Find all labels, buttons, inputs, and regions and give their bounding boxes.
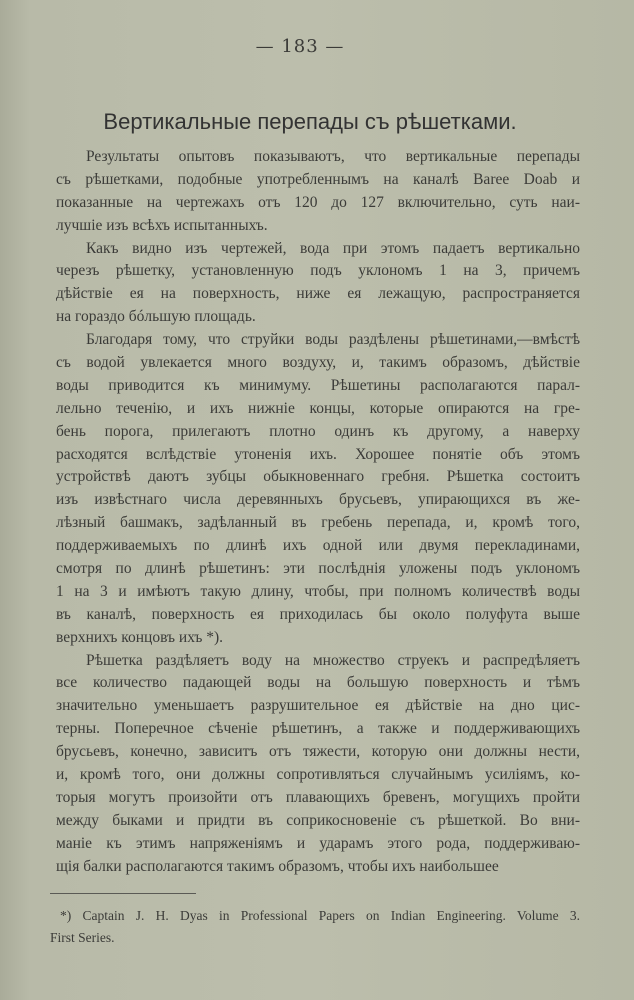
text-line: Рѣшетка раздѣляетъ воду на множество струекъ и распредѣляетъ bbox=[86, 651, 580, 669]
paragraph bbox=[56, 329, 580, 649]
text-line: брусьевъ, конечно, зависитъ отъ тяжести, которую они должны нести, bbox=[56, 743, 580, 761]
text-line: между быками и придти въ соприкосновеніе съ рѣшеткой. Во вни- bbox=[56, 811, 580, 829]
text-line: Результаты опытовъ показываютъ, что вертикальные перепады bbox=[86, 148, 580, 165]
text-line: бень порога, прилегаютъ плотно одинъ къ другому, а наверху bbox=[56, 422, 580, 440]
footnote-divider bbox=[50, 893, 196, 894]
text-line: устройствѣ даютъ зубцы обыкновеннаго гребня. Рѣшетка состоитъ bbox=[56, 468, 580, 486]
paragraph bbox=[56, 650, 580, 879]
text-line: терны. Поперечное сѣченіе рѣшетинъ, а также и поддерживающихъ bbox=[56, 720, 580, 738]
section-title: Вертикальные перепады съ рѣшетками. bbox=[103, 108, 517, 134]
text-line: 1 на 3 и имѣютъ такую длину, чтобы, при полномъ количествѣ воды bbox=[56, 582, 580, 600]
text-line: торыя могутъ произойти отъ плавающихъ бревенъ, могущихъ пройти bbox=[56, 788, 580, 806]
footnote-line: First Series. bbox=[50, 930, 115, 945]
text-line: смотря по длинѣ рѣшетинъ: эти послѣднія уложены подъ уклономъ bbox=[56, 560, 580, 578]
paragraph bbox=[56, 146, 580, 238]
text-line: на гораздо бóльшую площадь. bbox=[56, 308, 256, 326]
text-line: Какъ видно изъ чертежей, вода при этомъ падаетъ вертикально bbox=[86, 239, 580, 257]
footnote bbox=[50, 905, 580, 949]
text-line: съ водой увлекается много воздуху, и, такимъ образомъ, дѣйствіе bbox=[56, 354, 580, 372]
text-line: и, кромѣ того, они должны сопротивляться случайнымъ усиліямъ, ко- bbox=[56, 766, 580, 784]
text-line: черезъ рѣшетку, установленную подъ уклономъ 1 на 3, причемъ bbox=[56, 262, 580, 280]
body-text bbox=[56, 146, 580, 879]
footnote-line: *) Captain J. H. Dyas in Professional Papers on Indian Engineering. Volume 3. bbox=[60, 908, 580, 923]
text-line: Благодаря тому, что струйки воды раздѣлены рѣшетинами,—вмѣстѣ bbox=[86, 331, 580, 349]
text-line: лельно теченію, и ихъ нижніе концы, которые опираются на гре- bbox=[56, 399, 580, 417]
text-line: дѣйствіе ея на поверхность, ниже ея лежащую, распространяется bbox=[56, 285, 580, 303]
text-line: показанные на чертежахъ отъ 120 до 127 включительно, суть наи- bbox=[56, 193, 580, 211]
text-line: расходятся вслѣдствіе утоненія ихъ. Хорошее понятіе объ этомъ bbox=[56, 445, 580, 463]
text-line: значительно уменьшаетъ разрушительное ея дѣйствіе на дно цис- bbox=[56, 697, 580, 715]
text-line: изъ извѣстнаго числа деревянныхъ брусьевъ, упирающихся въ же- bbox=[56, 491, 580, 509]
text-line: верхнихъ концовъ ихъ *). bbox=[56, 628, 224, 646]
text-line: лѣзный башмакъ, задѣланный въ гребень перепада, и, кромѣ того, bbox=[56, 514, 580, 532]
text-line: съ рѣшетками, подобные употребленнымъ на каналѣ Baree Doab и bbox=[56, 170, 580, 188]
text-line: все количество падающей воды на большую поверхность и тѣмъ bbox=[56, 674, 580, 692]
text-line: щія балки располагаются такимъ образомъ, чтобы ихъ наибольшее bbox=[56, 857, 499, 875]
paragraph bbox=[56, 238, 580, 330]
text-line: въ каналѣ, поверхность ея приходилась бы около полуфута выше bbox=[56, 605, 580, 623]
text-line: маніе къ этимъ напряженіямъ и ударамъ этого рода, поддерживаю- bbox=[56, 834, 580, 852]
text-line: поддерживаемыхъ по длинѣ ихъ одной или двумя перекладинами, bbox=[56, 537, 580, 555]
page-number: — 183 — bbox=[255, 36, 345, 57]
text-line: лучшіе изъ всѣхъ испытанныхъ. bbox=[56, 216, 268, 234]
text-line: воды приводится къ минимуму. Рѣшетины располагаются парал- bbox=[56, 376, 580, 394]
